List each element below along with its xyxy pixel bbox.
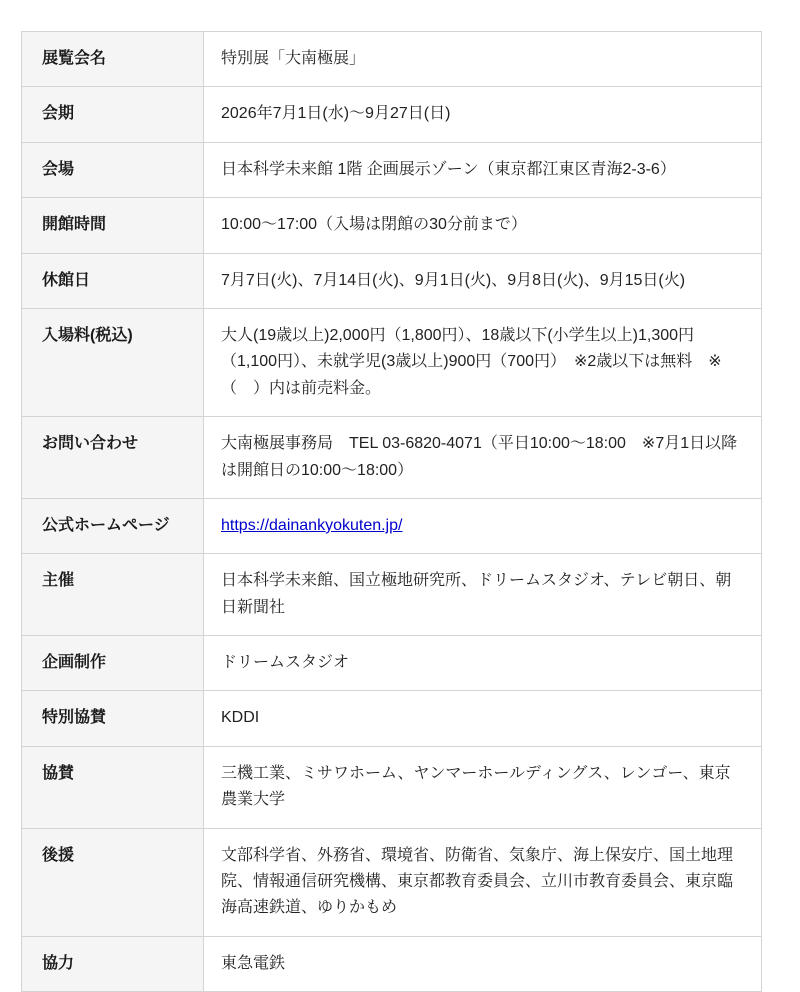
row-value: 日本科学未来館、国立極地研究所、ドリームスタジオ、テレビ朝日、朝日新聞社 [204,554,762,636]
table-row-special-sponsor [22,691,762,746]
table-row-supporters [22,828,762,936]
row-value: KDDI [204,691,762,746]
table-row-opening-hours [22,198,762,253]
official-website-link[interactable]: https://dainankyokuten.jp/ [221,516,403,534]
table-row-contact [22,417,762,499]
row-label: 開館時間 [22,198,204,253]
row-label: 入場料(税込) [22,308,204,416]
table-row-closed-days [22,253,762,308]
row-value: 文部科学省、外務省、環境省、防衛省、気象庁、海上保安庁、国土地理院、情報通信研究機構、東京都教育委員会、立川市教育委員会、東京臨海高速鉄道、ゆりかもめ [204,828,762,936]
exhibition-info-table [21,31,762,992]
row-value: 10:00〜17:00（入場は閉館の30分前まで） [204,198,762,253]
row-value: 2026年7月1日(水)〜9月27日(日) [204,87,762,142]
row-label: 特別協賛 [22,691,204,746]
row-label: 協賛 [22,746,204,828]
table-row-cooperation [22,936,762,991]
row-value: ドリームスタジオ [204,636,762,691]
row-value: 特別展「大南極展」 [204,32,762,87]
row-value: 大南極展事務局 TEL 03-6820-4071（平日10:00〜18:00 ※7月1日以降は開館日の10:00〜18:00） [204,417,762,499]
row-label: 主催 [22,554,204,636]
table-row-venue [22,142,762,197]
row-label: 企画制作 [22,636,204,691]
row-label: 公式ホームページ [22,498,204,553]
table-row-official-website [22,498,762,553]
row-label: 会期 [22,87,204,142]
row-value [204,498,762,553]
table-row-organizers [22,554,762,636]
row-value: 大人(19歳以上)2,000円（1,800円）、18歳以下(小学生以上)1,300円（1,100円）、未就学児(3歳以上)900円（700円） ※2歳以下は無料 ※（ ）内は前売料金。 [204,308,762,416]
row-label: 会場 [22,142,204,197]
table-row-sponsors [22,746,762,828]
row-label: 展覧会名 [22,32,204,87]
row-label: お問い合わせ [22,417,204,499]
table-row-admission [22,308,762,416]
table-row-planning-production [22,636,762,691]
row-value: 日本科学未来館 1階 企画展示ゾーン（東京都江東区青海2-3-6） [204,142,762,197]
row-value: 7月7日(火)、7月14日(火)、9月1日(火)、9月8日(火)、9月15日(火) [204,253,762,308]
row-value: 三機工業、ミサワホーム、ヤンマーホールディングス、レンゴー、東京農業大学 [204,746,762,828]
row-label: 後援 [22,828,204,936]
row-label: 休館日 [22,253,204,308]
row-value: 東急電鉄 [204,936,762,991]
table-row-dates [22,87,762,142]
row-label: 協力 [22,936,204,991]
table-row-exhibition-name [22,32,762,87]
